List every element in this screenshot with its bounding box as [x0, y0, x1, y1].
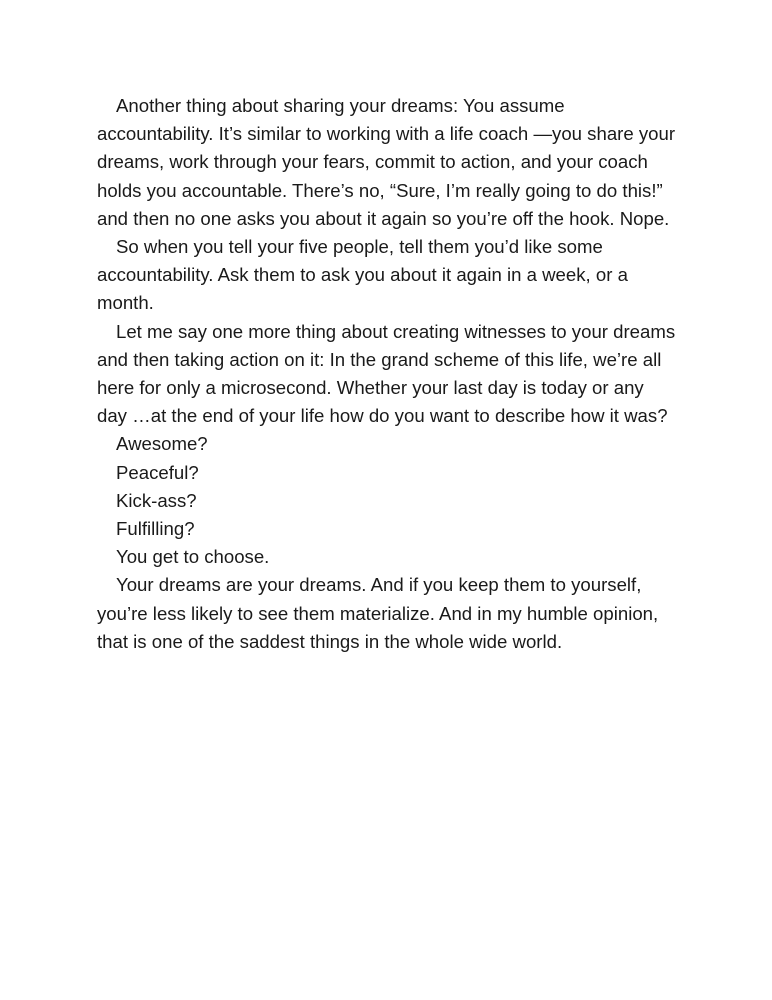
paragraph-fulfilling: Fulfilling?	[116, 518, 195, 540]
paragraph-awesome: Awesome?	[116, 433, 208, 455]
paragraph-choose: You get to choose.	[116, 546, 270, 568]
paragraph-dreams-closing: Your dreams are your dreams. And if you keep them to yourself, you’re less likely to see them materialize. And in my humble opinion, that is one of the saddest things in the whole wide world.	[97, 574, 659, 652]
body-text	[97, 92, 677, 656]
paragraph-five-people: So when you tell your five people, tell them you’d like some accountability. Ask them to ask you about it again in a week, or a month.	[97, 236, 628, 314]
paragraph-accountability: Another thing about sharing your dreams: You assume accountability. It’s similar to working with a life coach —you share your dreams, work through your fears, commit to action, and your coach holds you accountable. There’s no, “Sure, I’m really going to do this!” and then no one asks you about it again so you’re off the hook. Nope.	[97, 95, 676, 229]
paragraph-peaceful: Peaceful?	[116, 461, 199, 483]
paragraph-witnesses: Let me say one more thing about creating witnesses to your dreams and then taking action on it: In the grand scheme of this life, we’re all here for only a microsecond. Whether your last day is today or any day …at the end of your life how do you want to describe how it was?	[97, 320, 676, 427]
paragraph-kick-ass: Kick-ass?	[116, 489, 197, 511]
